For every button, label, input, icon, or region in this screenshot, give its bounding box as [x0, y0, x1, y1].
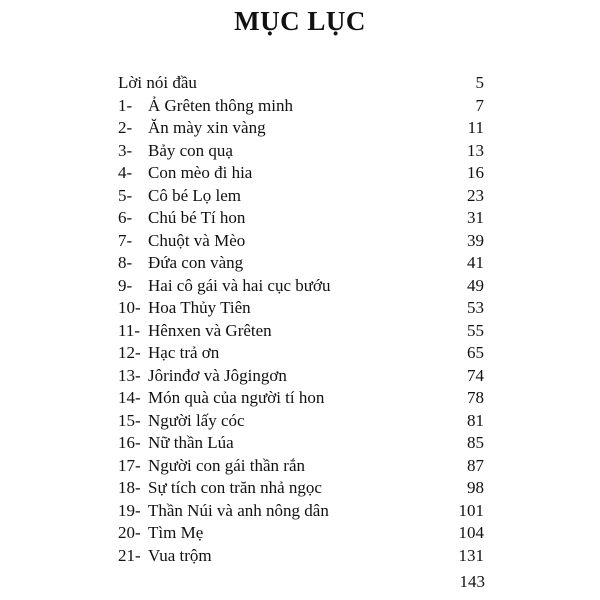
toc-entry-page: 87	[467, 455, 484, 475]
toc-entry-label: Món quà của người tí hon	[148, 388, 325, 407]
toc-entry-number: 20-	[118, 523, 141, 542]
toc-entry-page: 5	[475, 73, 484, 92]
toc-entry-number: 16-	[118, 433, 141, 452]
toc-entry	[118, 545, 484, 568]
toc-entry	[118, 297, 484, 320]
toc-list	[118, 72, 484, 567]
toc-entry-number: 18-	[118, 478, 141, 497]
toc-entry	[118, 455, 484, 478]
toc-entry-number: 13-	[118, 365, 141, 385]
toc-entry-number: 7-	[118, 230, 133, 250]
toc-entry-label: Thần Núi và anh nông dân	[148, 500, 329, 520]
toc-entry	[118, 477, 484, 500]
toc-entry-label: Nữ thần Lúa	[148, 433, 234, 452]
toc-entry-label: Chú bé Tí hon	[148, 208, 246, 227]
toc-entry-number: 2-	[118, 118, 133, 137]
toc-entry-number: 21-	[118, 545, 141, 565]
toc-entry	[118, 365, 484, 388]
toc-entry	[118, 162, 484, 185]
toc-entry	[118, 432, 484, 455]
toc-entry	[118, 342, 484, 365]
toc-entry-page: 7	[475, 95, 484, 115]
toc-entry	[118, 275, 484, 298]
toc-entry-page: 78	[467, 388, 484, 407]
toc-entry	[118, 320, 484, 343]
toc-entry-page: 65	[467, 343, 484, 362]
toc-entry-number: 1-	[118, 95, 133, 115]
toc-entry-number: 10-	[118, 298, 141, 317]
toc-entry-label: Ăn mày xin vàng	[148, 118, 266, 137]
toc-entry-label: Vua trộm	[148, 545, 212, 565]
toc-entry-number: 9-	[118, 275, 133, 295]
toc-entry	[118, 185, 484, 208]
toc-entry-label: Chuột và Mèo	[148, 230, 246, 250]
toc-entry-number: 14-	[118, 388, 141, 407]
toc-entry-label: Con mèo đi hia	[148, 163, 253, 182]
toc-entry	[118, 140, 484, 163]
toc-entry-number: 6-	[118, 208, 133, 227]
toc-entry	[118, 387, 484, 410]
toc-entry-label: Tìm Mẹ	[148, 523, 204, 542]
toc-entry-page: 11	[467, 118, 484, 137]
toc-entry-page: 39	[467, 230, 484, 250]
toc-entry-number: 3-	[118, 140, 133, 160]
toc-entry-intro	[118, 72, 484, 95]
toc-entry-label: Người con gái thần rắn	[148, 455, 305, 475]
toc-entry	[118, 500, 484, 523]
toc-entry-page: 55	[467, 320, 484, 340]
toc-entry-label: Jôrinđơ và Jôgingơn	[148, 365, 287, 385]
toc-entry	[118, 230, 484, 253]
toc-entry-label: Hênxen và Grêten	[148, 320, 272, 340]
toc-entry	[118, 95, 484, 118]
toc-entry-page: 13	[467, 140, 484, 160]
toc-entry-label: Đứa con vàng	[148, 253, 244, 272]
toc-entry-page: 74	[467, 365, 484, 385]
toc-entry-label: Sự tích con trăn nhả ngọc	[148, 478, 322, 497]
toc-entry-label: Lời nói đầu	[118, 73, 197, 92]
toc-entry-page: 31	[467, 208, 484, 227]
toc-entry-label: Hạc trả ơn	[148, 343, 220, 362]
toc-entry-page: 81	[467, 410, 484, 430]
toc-entry-page: 41	[467, 253, 484, 272]
page-title: MỤC LỤC	[234, 6, 366, 36]
toc-entry-number: 12-	[118, 343, 141, 362]
toc-entry-page: 53	[467, 298, 484, 317]
toc-entry	[118, 117, 484, 140]
page-number: 143	[459, 572, 485, 591]
toc-entry	[118, 522, 484, 545]
toc-entry-label: Bảy con quạ	[148, 140, 233, 160]
toc-entry-page: 104	[458, 523, 484, 542]
toc-entry-number: 17-	[118, 455, 141, 475]
toc-entry-label: Ả Grêten thông minh	[148, 95, 293, 115]
toc-entry-page: 85	[467, 433, 484, 452]
toc-entry-label: Người lấy cóc	[148, 410, 245, 430]
toc-entry-page: 98	[467, 478, 484, 497]
toc-entry-number: 15-	[118, 410, 141, 430]
toc-entry-page: 101	[458, 500, 484, 520]
toc-entry-number: 19-	[118, 500, 141, 520]
toc-entry	[118, 207, 484, 230]
toc-entry-number: 11-	[118, 320, 141, 340]
toc-entry	[118, 252, 484, 275]
toc-entry-number: 5-	[118, 185, 133, 205]
toc-entry-label: Hoa Thủy Tiên	[148, 298, 251, 317]
toc-entry-page: 23	[467, 185, 484, 205]
toc-entry-label: Cô bé Lọ lem	[148, 185, 242, 205]
toc-entry	[118, 410, 484, 433]
toc-entry-page: 131	[458, 545, 484, 565]
toc-entry-number: 8-	[118, 253, 133, 272]
toc-entry-label: Hai cô gái và hai cục bướu	[148, 275, 331, 295]
toc-entry-page: 49	[467, 275, 484, 295]
toc-entry-number: 4-	[118, 163, 133, 182]
toc-entry-page: 16	[467, 163, 484, 182]
